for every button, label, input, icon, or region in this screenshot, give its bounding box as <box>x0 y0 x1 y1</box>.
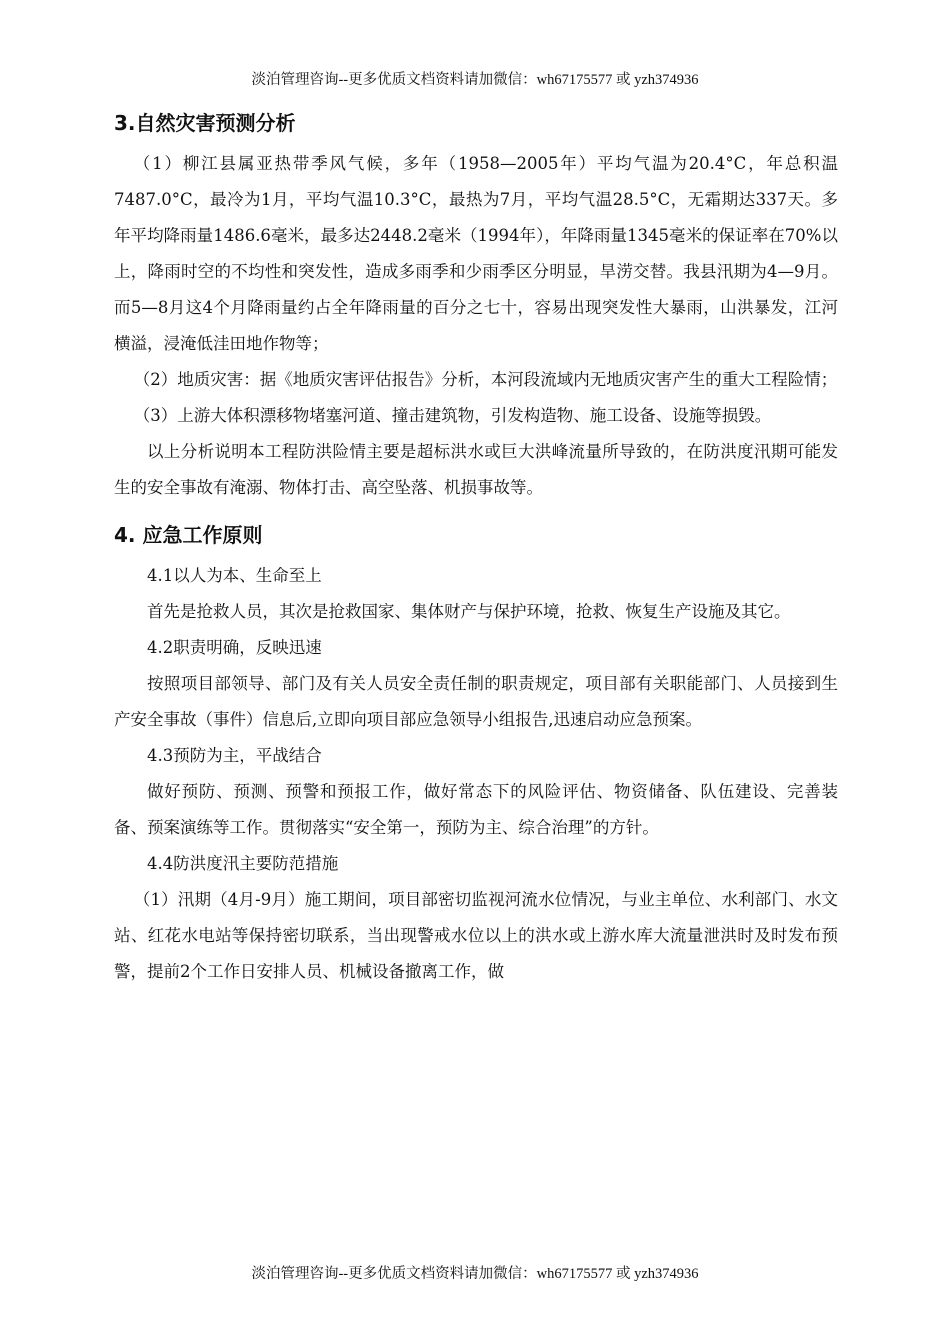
section-4-heading: 4. 应急工作原则 <box>114 523 263 547</box>
subsection-4-4-title: 4.4防洪度汛主要防范措施 <box>147 854 339 873</box>
page-header: 淡泊管理咨询--更多优质文档资料请加微信：wh67175577 或 yzh374936 <box>251 72 699 88</box>
section-3-paragraph-2: （2）地质灾害：据《地质灾害评估报告》分析，本河段流域内无地质灾害产生的重大工程险情； <box>133 370 838 389</box>
subsection-4-1-title: 4.1以人为本、生命至上 <box>147 566 322 585</box>
subsection-4-4-body: （1）汛期（4月-9月）施工期间，项目部密切监视河流水位情况，与业主单位、水利部门、水文站、红花水电站等保持密切联系，当出现警戒水位以上的洪水或上游水库大流量泄洪时及时发布预警，提前2个工作日安排人员、机械设备撤离工作，做 <box>114 890 838 981</box>
subsection-4-2-title: 4.2职责明确，反映迅速 <box>147 638 322 657</box>
section-3-heading: 3.自然灾害预测分析 <box>114 111 296 135</box>
page-footer: 淡泊管理咨询--更多优质文档资料请加微信：wh67175577 或 yzh374936 <box>251 1266 699 1282</box>
document-body <box>114 104 838 990</box>
subsection-4-2-body: 按照项目部领导、部门及有关人员安全责任制的职责规定，项目部有关职能部门、人员接到生产安全事故（事件）信息后,立即向项目部应急领导小组报告,迅速启动应急预案。 <box>114 674 838 729</box>
section-3-paragraph-4: 以上分析说明本工程防洪险情主要是超标洪水或巨大洪峰流量所导致的，在防洪度汛期可能发生的安全事故有淹溺、物体打击、高空坠落、机损事故等。 <box>114 442 838 497</box>
subsection-4-3-body: 做好预防、预测、预警和预报工作，做好常态下的风险评估、物资储备、队伍建设、完善装备、预案演练等工作。贯彻落实“安全第一，预防为主、综合治理”的方针。 <box>114 782 838 837</box>
section-3-paragraph-1: （1）柳江县属亚热带季风气候，多年（1958—2005年）平均气温为20.4°C，年总积温7487.0°C，最冷为1月，平均气温10.3°C，最热为7月，平均气温28.5°C，无霜期达337天。多年平均降雨量1486.6毫米，最多达2448.2毫米（1994年），年降雨量1345毫米的保证率在70%以上，降雨时空的不均性和突发性，造成多雨季和少雨季区分明显，旱涝交替。我县汛期为4—9月。而5—8月这4个月降雨量约占全年降雨量的百分之七十，容易出现突发性大暴雨，山洪暴发，江河横溢，浸淹低洼田地作物等； <box>114 154 838 353</box>
subsection-4-3-title: 4.3预防为主，平战结合 <box>147 746 322 765</box>
section-3-paragraph-3: （3）上游大体积漂移物堵塞河道、撞击建筑物，引发构造物、施工设备、设施等损毁。 <box>133 406 772 425</box>
subsection-4-1-body: 首先是抢救人员，其次是抢救国家、集体财产与保护环境，抢救、恢复生产设施及其它。 <box>147 602 791 621</box>
